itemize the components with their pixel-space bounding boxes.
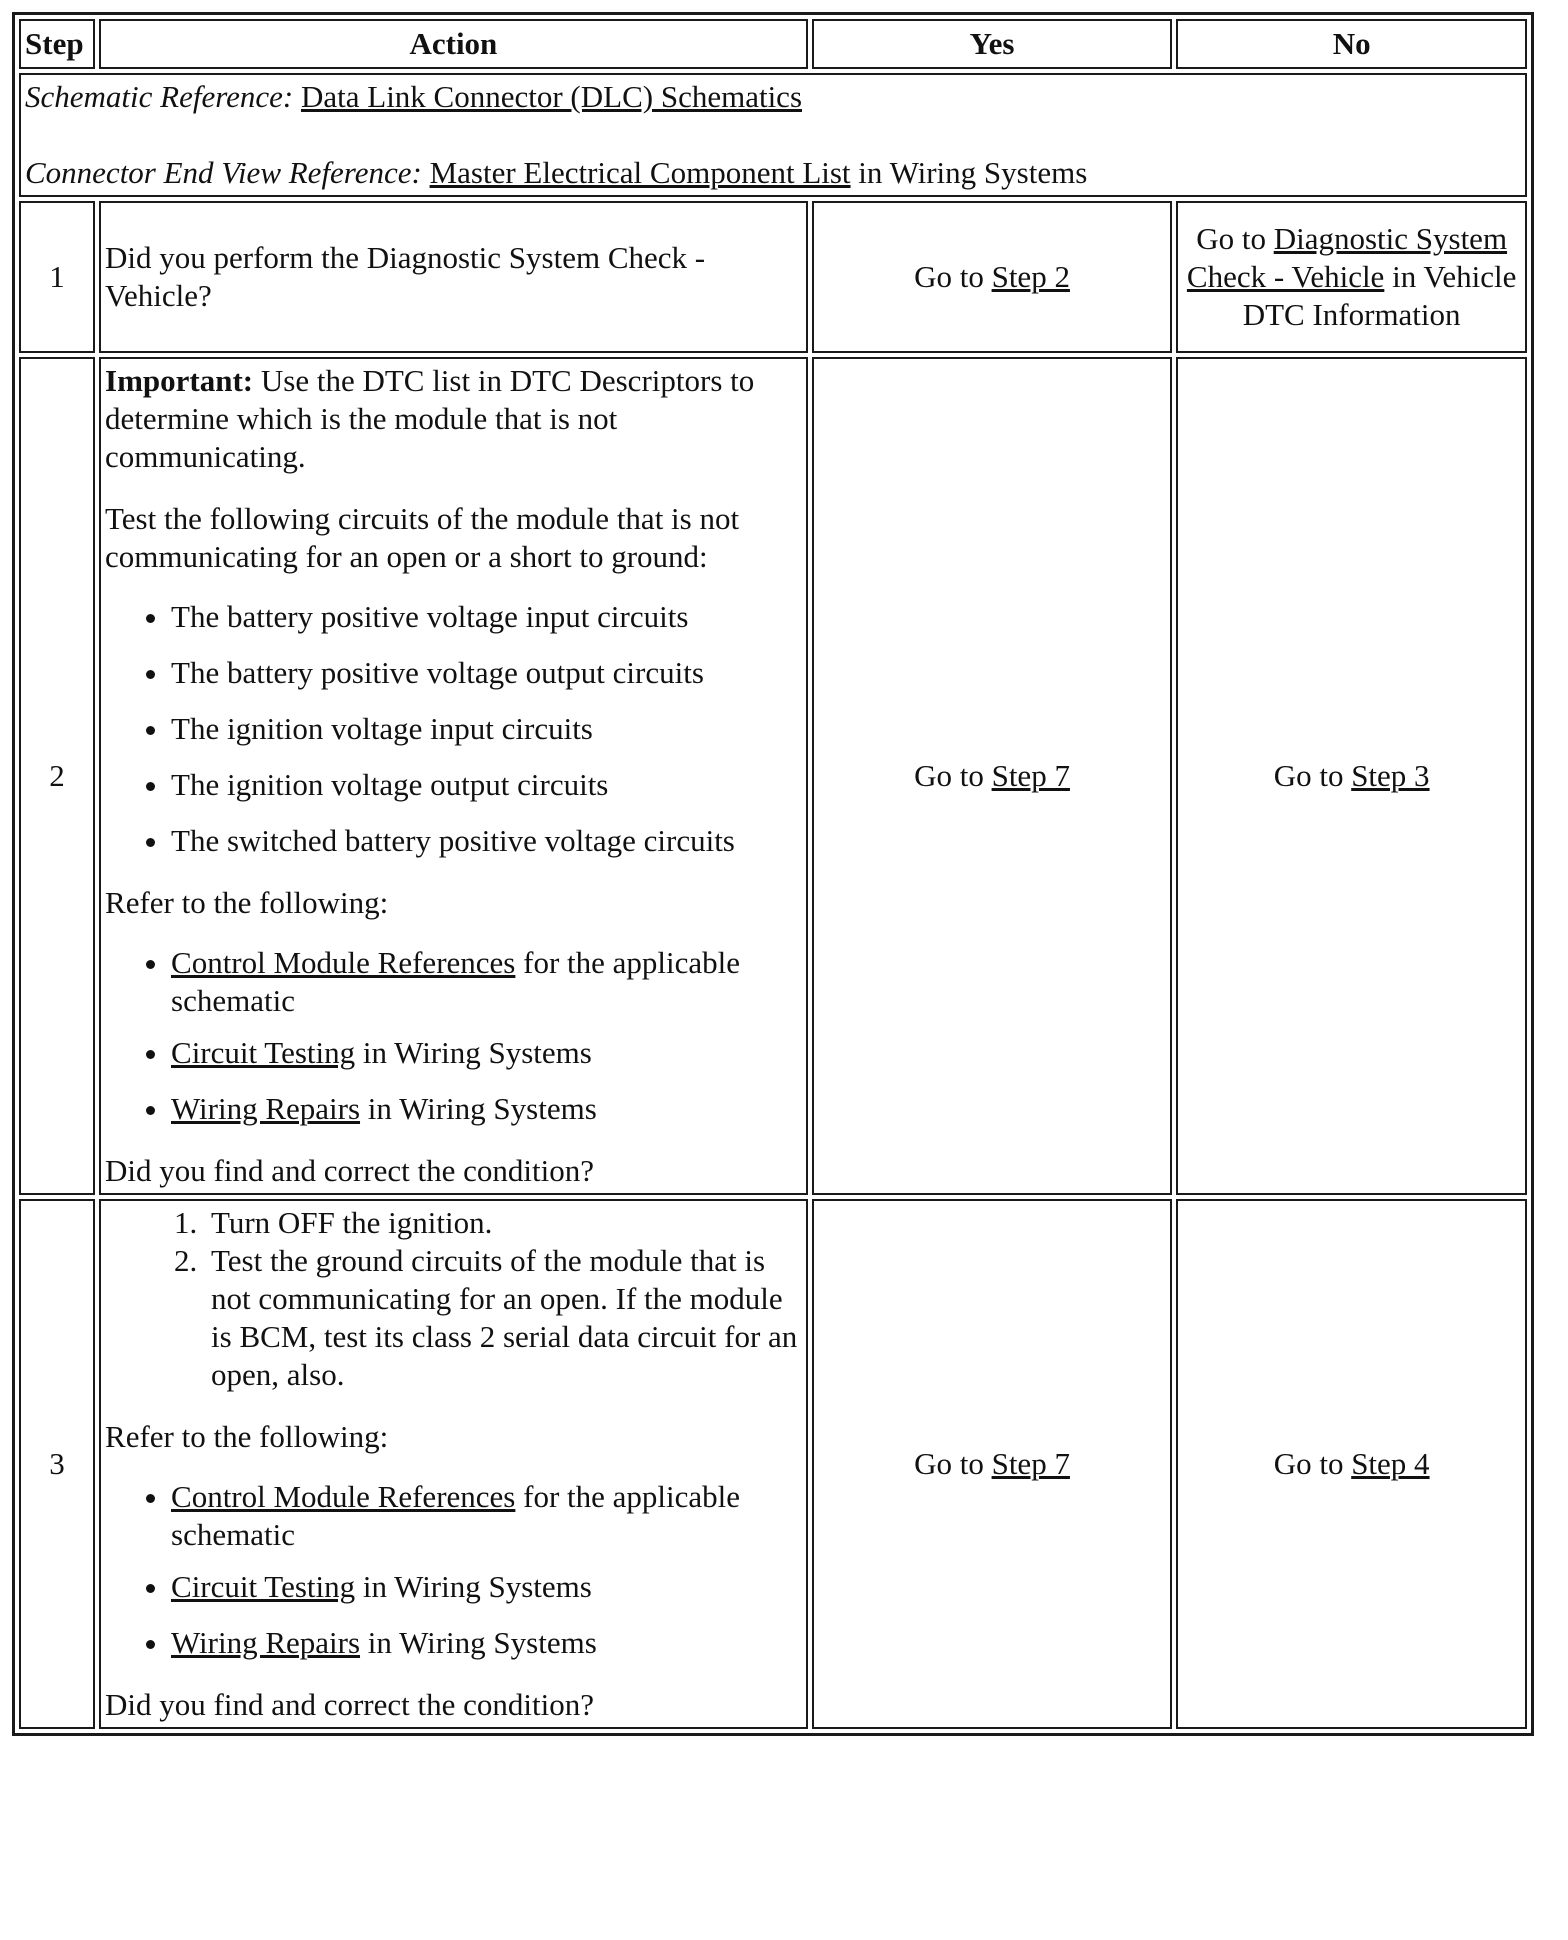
list-item: 1. Turn OFF the ignition. — [205, 1204, 802, 1242]
ref-suffix: in Wiring Systems — [362, 1569, 592, 1604]
no-cell — [1176, 357, 1527, 1195]
yes-cell — [812, 1199, 1173, 1729]
yes-prefix: Go to — [914, 1446, 984, 1481]
control-module-references-link[interactable]: Control Module References — [171, 1479, 516, 1514]
refer-text: Refer to the following: — [105, 1419, 389, 1454]
action-cell — [99, 201, 808, 353]
list-item — [171, 1568, 802, 1606]
refer-text: Refer to the following: — [105, 885, 389, 920]
ref-suffix: in Wiring Systems — [362, 1035, 592, 1070]
ref-suffix: in Wiring Systems — [367, 1625, 597, 1660]
no-cell — [1176, 201, 1527, 353]
no-cell — [1176, 1199, 1527, 1729]
header-row — [19, 19, 1527, 69]
question-text: Did you find and correct the condition? — [105, 1153, 594, 1188]
list-item: 2. Test the ground circuits of the module that is not communicating for an open. If the module is BCM, test its class 2 serial data circuit for an open, also. — [205, 1242, 802, 1394]
reference-cell — [19, 73, 1527, 197]
wiring-repairs-link[interactable]: Wiring Repairs — [171, 1091, 361, 1126]
schematic-link[interactable]: Data Link Connector (DLC) Schematics — [300, 79, 803, 114]
connector-reference — [25, 154, 1521, 192]
no-prefix: Go to — [1273, 1446, 1344, 1481]
yes-link[interactable]: Step 2 — [991, 259, 1070, 294]
step-number: 3 — [19, 1199, 95, 1729]
schematic-reference — [25, 78, 1521, 116]
question-text: Did you find and correct the condition? — [105, 1687, 594, 1722]
action-cell — [99, 1199, 808, 1729]
action-text: Did you perform the Diagnostic System Check - Vehicle? — [105, 240, 706, 313]
list-item — [171, 1090, 802, 1128]
list-item — [171, 944, 802, 1020]
yes-prefix: Go to — [914, 758, 984, 793]
circuit-list — [105, 598, 802, 860]
circuit-testing-link[interactable]: Circuit Testing — [171, 1035, 356, 1070]
no-link[interactable]: Step 3 — [1351, 758, 1430, 793]
no-link[interactable]: Diagnostic System Check - Vehicle — [1186, 221, 1508, 294]
important-label: Important: — [105, 363, 254, 398]
table-row-step-3 — [19, 1199, 1527, 1729]
step-number: 1 — [19, 201, 95, 353]
schematic-label: Schematic Reference: — [25, 79, 294, 114]
table-row-step-2 — [19, 357, 1527, 1195]
action-cell — [99, 357, 808, 1195]
no-prefix: Go to — [1196, 221, 1266, 256]
important-text: Use the DTC list in DTC Descriptors to determine which is the module that is not communicating. — [105, 363, 755, 474]
header-yes: Yes — [812, 19, 1173, 69]
connector-suffix: in Wiring Systems — [858, 155, 1088, 190]
list-item: • The battery positive voltage input circuits — [171, 598, 802, 636]
header-no: No — [1176, 19, 1527, 69]
test-instruction: Test the following circuits of the module that is not communicating for an open or a short to ground: — [105, 501, 740, 574]
no-suffix: in Vehicle DTC Information — [1242, 259, 1517, 332]
reference-row — [19, 73, 1527, 197]
circuit-testing-link[interactable]: Circuit Testing — [171, 1569, 356, 1604]
connector-link[interactable]: Master Electrical Component List — [429, 155, 851, 190]
yes-cell — [812, 357, 1173, 1195]
connector-label: Connector End View Reference: — [25, 155, 422, 190]
ref-suffix: in Wiring Systems — [367, 1091, 597, 1126]
list-item: • The ignition voltage output circuits — [171, 766, 802, 804]
list-item — [171, 1624, 802, 1662]
reference-list — [105, 1478, 802, 1662]
list-item: • The ignition voltage input circuits — [171, 710, 802, 748]
yes-prefix: Go to — [914, 259, 984, 294]
list-item: • The battery positive voltage output circuits — [171, 654, 802, 692]
no-link[interactable]: Step 4 — [1351, 1446, 1430, 1481]
diagnostic-table — [12, 12, 1534, 1736]
wiring-repairs-link[interactable]: Wiring Repairs — [171, 1625, 361, 1660]
list-item: • The switched battery positive voltage circuits — [171, 822, 802, 860]
procedure-list — [105, 1204, 802, 1394]
ref-suffix: for the applicable schematic — [171, 1479, 741, 1552]
yes-link[interactable]: Step 7 — [991, 1446, 1070, 1481]
step-number: 2 — [19, 357, 95, 1195]
table-row-step-1 — [19, 201, 1527, 353]
reference-list — [105, 944, 802, 1128]
important-note — [105, 362, 802, 476]
ref-suffix: for the applicable schematic — [171, 945, 741, 1018]
list-item — [171, 1034, 802, 1072]
list-item — [171, 1478, 802, 1554]
yes-link[interactable]: Step 7 — [991, 758, 1070, 793]
control-module-references-link[interactable]: Control Module References — [171, 945, 516, 980]
no-prefix: Go to — [1273, 758, 1344, 793]
header-action: Action — [99, 19, 808, 69]
yes-cell — [812, 201, 1173, 353]
header-step: Step — [19, 19, 95, 69]
